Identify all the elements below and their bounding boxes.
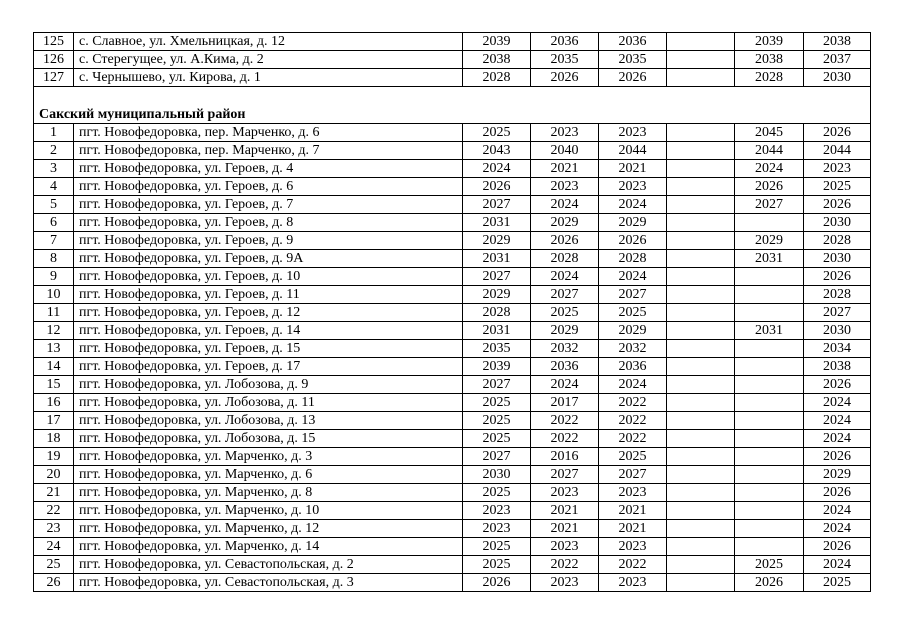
year-cell: 2025 [463,484,531,502]
year-cell: 2023 [599,538,667,556]
address-cell: пгт. Новофедоровка, ул. Героев, д. 17 [74,358,463,376]
row-number-cell: 21 [34,484,74,502]
year-cell [667,322,735,340]
year-cell: 2036 [531,358,599,376]
year-cell [735,304,804,322]
address-cell: пгт. Новофедоровка, ул. Героев, д. 9А [74,250,463,268]
row-number-cell: 12 [34,322,74,340]
table-row [34,556,871,574]
row-number-cell: 10 [34,286,74,304]
year-cell [735,394,804,412]
year-cell [667,376,735,394]
year-cell: 2029 [735,232,804,250]
year-cell [735,520,804,538]
year-cell: 2022 [531,430,599,448]
year-cell [667,250,735,268]
year-cell: 2017 [531,394,599,412]
year-cell: 2022 [531,556,599,574]
address-cell: пгт. Новофедоровка, ул. Героев, д. 9 [74,232,463,250]
table-row [34,33,871,51]
row-number-cell: 11 [34,304,74,322]
address-cell: пгт. Новофедоровка, ул. Марченко, д. 12 [74,520,463,538]
year-cell: 2031 [463,250,531,268]
year-cell: 2025 [599,304,667,322]
row-number-cell: 23 [34,520,74,538]
year-cell: 2023 [531,538,599,556]
year-cell [735,502,804,520]
year-cell: 2026 [804,376,871,394]
row-number-cell: 126 [34,51,74,69]
year-cell [735,484,804,502]
row-number-cell: 18 [34,430,74,448]
year-cell: 2044 [735,142,804,160]
year-cell [667,51,735,69]
housing-table [33,32,871,592]
year-cell [667,448,735,466]
year-cell: 2023 [531,178,599,196]
table-row [34,250,871,268]
row-number-cell: 125 [34,33,74,51]
table-row [34,214,871,232]
year-cell: 2027 [804,304,871,322]
address-cell: пгт. Новофедоровка, ул. Героев, д. 11 [74,286,463,304]
table-row [34,538,871,556]
year-cell: 2029 [531,322,599,340]
table-row [34,322,871,340]
row-number-cell: 9 [34,268,74,286]
year-cell: 2025 [463,430,531,448]
year-cell: 2026 [804,448,871,466]
year-cell: 2031 [463,214,531,232]
address-cell: пгт. Новофедоровка, ул. Марченко, д. 8 [74,484,463,502]
table-row [34,142,871,160]
year-cell [667,358,735,376]
year-cell [735,448,804,466]
year-cell: 2023 [531,574,599,592]
year-cell [667,502,735,520]
table-row [34,268,871,286]
year-cell: 2027 [463,448,531,466]
year-cell: 2025 [531,304,599,322]
year-cell: 2039 [463,358,531,376]
table-row [34,69,871,87]
row-number-cell: 22 [34,502,74,520]
year-cell: 2024 [463,160,531,178]
year-cell: 2038 [804,33,871,51]
address-cell: пгт. Новофедоровка, ул. Севастопольская, д. 2 [74,556,463,574]
year-cell: 2030 [804,322,871,340]
row-number-cell: 127 [34,69,74,87]
year-cell [735,412,804,430]
address-cell: пгт. Новофедоровка, ул. Героев, д. 15 [74,340,463,358]
year-cell: 2024 [599,196,667,214]
address-cell: пгт. Новофедоровка, ул. Марченко, д. 14 [74,538,463,556]
year-cell [735,466,804,484]
table-row [34,304,871,322]
year-cell [667,484,735,502]
table-row [34,466,871,484]
year-cell: 2028 [804,286,871,304]
year-cell [667,69,735,87]
year-cell: 2021 [599,520,667,538]
year-cell [667,286,735,304]
year-cell: 2023 [531,124,599,142]
year-cell: 2023 [599,178,667,196]
year-cell [667,142,735,160]
year-cell: 2030 [804,69,871,87]
year-cell: 2028 [463,69,531,87]
year-cell: 2031 [463,322,531,340]
address-cell: пгт. Новофедоровка, пер. Марченко, д. 6 [74,124,463,142]
year-cell: 2023 [463,520,531,538]
year-cell: 2025 [804,574,871,592]
year-cell: 2043 [463,142,531,160]
row-number-cell: 25 [34,556,74,574]
year-cell [667,160,735,178]
address-cell: пгт. Новофедоровка, ул. Героев, д. 8 [74,214,463,232]
year-cell: 2040 [531,142,599,160]
year-cell: 2026 [599,232,667,250]
year-cell: 2023 [463,502,531,520]
table-row [34,286,871,304]
year-cell: 2026 [735,574,804,592]
year-cell: 2044 [599,142,667,160]
year-cell: 2024 [599,268,667,286]
table-row [34,484,871,502]
table-row [34,340,871,358]
year-cell [667,394,735,412]
year-cell: 2030 [804,250,871,268]
address-cell: пгт. Новофедоровка, ул. Лобозова, д. 11 [74,394,463,412]
address-cell: пгт. Новофедоровка, ул. Марченко, д. 10 [74,502,463,520]
year-cell: 2023 [531,484,599,502]
address-cell: пгт. Новофедоровка, ул. Героев, д. 6 [74,178,463,196]
year-cell [667,178,735,196]
address-cell: с. Стерегущее, ул. А.Кима, д. 2 [74,51,463,69]
year-cell: 2026 [531,69,599,87]
table-row [34,196,871,214]
year-cell [735,268,804,286]
address-cell: пгт. Новофедоровка, ул. Героев, д. 4 [74,160,463,178]
year-cell: 2026 [804,538,871,556]
year-cell: 2024 [531,268,599,286]
year-cell: 2028 [531,250,599,268]
year-cell: 2026 [804,484,871,502]
year-cell: 2024 [804,430,871,448]
table-row [34,412,871,430]
table-row [34,394,871,412]
year-cell: 2036 [599,358,667,376]
year-cell [667,232,735,250]
year-cell: 2036 [599,33,667,51]
address-cell: с. Славное, ул. Хмельницкая, д. 12 [74,33,463,51]
year-cell: 2029 [599,322,667,340]
year-cell: 2024 [804,394,871,412]
year-cell: 2035 [463,340,531,358]
year-cell: 2025 [735,556,804,574]
year-cell: 2038 [463,51,531,69]
year-cell: 2034 [804,340,871,358]
table-row [34,124,871,142]
year-cell [667,340,735,358]
year-cell [667,538,735,556]
year-cell: 2029 [463,232,531,250]
year-cell [735,430,804,448]
year-cell: 2024 [804,520,871,538]
row-number-cell: 8 [34,250,74,268]
year-cell: 2022 [599,394,667,412]
year-cell [667,574,735,592]
year-cell: 2022 [531,412,599,430]
year-cell [667,412,735,430]
address-cell: с. Чернышево, ул. Кирова, д. 1 [74,69,463,87]
year-cell: 2025 [463,556,531,574]
year-cell [667,304,735,322]
year-cell [667,466,735,484]
year-cell: 2032 [599,340,667,358]
year-cell [667,430,735,448]
table-row [34,430,871,448]
year-cell: 2021 [599,502,667,520]
row-number-cell: 7 [34,232,74,250]
year-cell: 2021 [531,502,599,520]
year-cell: 2025 [804,178,871,196]
year-cell: 2022 [599,430,667,448]
year-cell: 2023 [599,124,667,142]
year-cell: 2029 [804,466,871,484]
row-number-cell: 1 [34,124,74,142]
row-number-cell: 14 [34,358,74,376]
year-cell: 2036 [531,33,599,51]
address-cell: пгт. Новофедоровка, пер. Марченко, д. 7 [74,142,463,160]
year-cell [667,196,735,214]
year-cell: 2031 [735,322,804,340]
year-cell: 2027 [599,466,667,484]
table-row [34,160,871,178]
year-cell: 2024 [531,196,599,214]
year-cell [667,33,735,51]
row-number-cell: 3 [34,160,74,178]
row-number-cell: 15 [34,376,74,394]
table-row [34,51,871,69]
year-cell: 2021 [531,160,599,178]
year-cell: 2023 [599,484,667,502]
year-cell: 2029 [599,214,667,232]
year-cell: 2026 [804,124,871,142]
year-cell [735,286,804,304]
year-cell: 2027 [599,286,667,304]
table-row [34,358,871,376]
year-cell: 2026 [531,232,599,250]
address-cell: пгт. Новофедоровка, ул. Героев, д. 7 [74,196,463,214]
year-cell [735,340,804,358]
address-cell: пгт. Новофедоровка, ул. Лобозова, д. 9 [74,376,463,394]
year-cell: 2026 [463,574,531,592]
row-number-cell: 5 [34,196,74,214]
year-cell: 2021 [599,160,667,178]
year-cell: 2045 [735,124,804,142]
year-cell [735,538,804,556]
row-number-cell: 16 [34,394,74,412]
year-cell: 2026 [804,268,871,286]
section-header-row [34,87,871,124]
year-cell: 2021 [531,520,599,538]
year-cell [667,556,735,574]
year-cell: 2026 [804,196,871,214]
row-number-cell: 13 [34,340,74,358]
year-cell: 2026 [463,178,531,196]
table-row [34,376,871,394]
year-cell: 2028 [599,250,667,268]
table-row [34,178,871,196]
year-cell: 2025 [463,394,531,412]
row-number-cell: 6 [34,214,74,232]
table-row [34,232,871,250]
year-cell: 2028 [463,304,531,322]
year-cell: 2025 [463,412,531,430]
address-cell: пгт. Новофедоровка, ул. Марченко, д. 6 [74,466,463,484]
year-cell: 2030 [463,466,531,484]
year-cell: 2023 [804,160,871,178]
year-cell: 2031 [735,250,804,268]
address-cell: пгт. Новофедоровка, ул. Лобозова, д. 13 [74,412,463,430]
year-cell: 2039 [463,33,531,51]
row-number-cell: 20 [34,466,74,484]
table-row [34,448,871,466]
year-cell: 2026 [599,69,667,87]
year-cell: 2028 [804,232,871,250]
table-row [34,502,871,520]
year-cell: 2032 [531,340,599,358]
year-cell [667,124,735,142]
row-number-cell: 24 [34,538,74,556]
year-cell: 2027 [531,466,599,484]
address-cell: пгт. Новофедоровка, ул. Героев, д. 10 [74,268,463,286]
year-cell: 2035 [599,51,667,69]
year-cell: 2039 [735,33,804,51]
address-cell: пгт. Новофедоровка, ул. Марченко, д. 3 [74,448,463,466]
year-cell: 2029 [463,286,531,304]
table-row [34,520,871,538]
year-cell: 2016 [531,448,599,466]
address-cell: пгт. Новофедоровка, ул. Героев, д. 14 [74,322,463,340]
year-cell: 2027 [531,286,599,304]
year-cell: 2025 [463,538,531,556]
address-cell: пгт. Новофедоровка, ул. Лобозова, д. 15 [74,430,463,448]
year-cell: 2027 [463,268,531,286]
year-cell: 2038 [804,358,871,376]
year-cell: 2044 [804,142,871,160]
year-cell [735,358,804,376]
year-cell: 2030 [804,214,871,232]
year-cell: 2038 [735,51,804,69]
year-cell: 2024 [735,160,804,178]
year-cell: 2027 [463,376,531,394]
address-cell: пгт. Новофедоровка, ул. Севастопольская, д. 3 [74,574,463,592]
year-cell [667,214,735,232]
section-title: Сакский муниципальный район [34,87,871,124]
year-cell: 2024 [531,376,599,394]
year-cell: 2027 [735,196,804,214]
year-cell: 2026 [735,178,804,196]
year-cell: 2022 [599,556,667,574]
year-cell: 2024 [599,376,667,394]
year-cell [667,520,735,538]
year-cell: 2027 [463,196,531,214]
year-cell: 2023 [599,574,667,592]
year-cell: 2028 [735,69,804,87]
row-number-cell: 4 [34,178,74,196]
year-cell: 2025 [599,448,667,466]
year-cell: 2024 [804,556,871,574]
address-cell: пгт. Новофедоровка, ул. Героев, д. 12 [74,304,463,322]
year-cell: 2029 [531,214,599,232]
row-number-cell: 19 [34,448,74,466]
year-cell: 2022 [599,412,667,430]
year-cell [735,376,804,394]
row-number-cell: 17 [34,412,74,430]
year-cell [735,214,804,232]
row-number-cell: 2 [34,142,74,160]
year-cell [667,268,735,286]
year-cell: 2024 [804,502,871,520]
table-row [34,574,871,592]
year-cell: 2024 [804,412,871,430]
year-cell: 2035 [531,51,599,69]
row-number-cell: 26 [34,574,74,592]
year-cell: 2025 [463,124,531,142]
year-cell: 2037 [804,51,871,69]
